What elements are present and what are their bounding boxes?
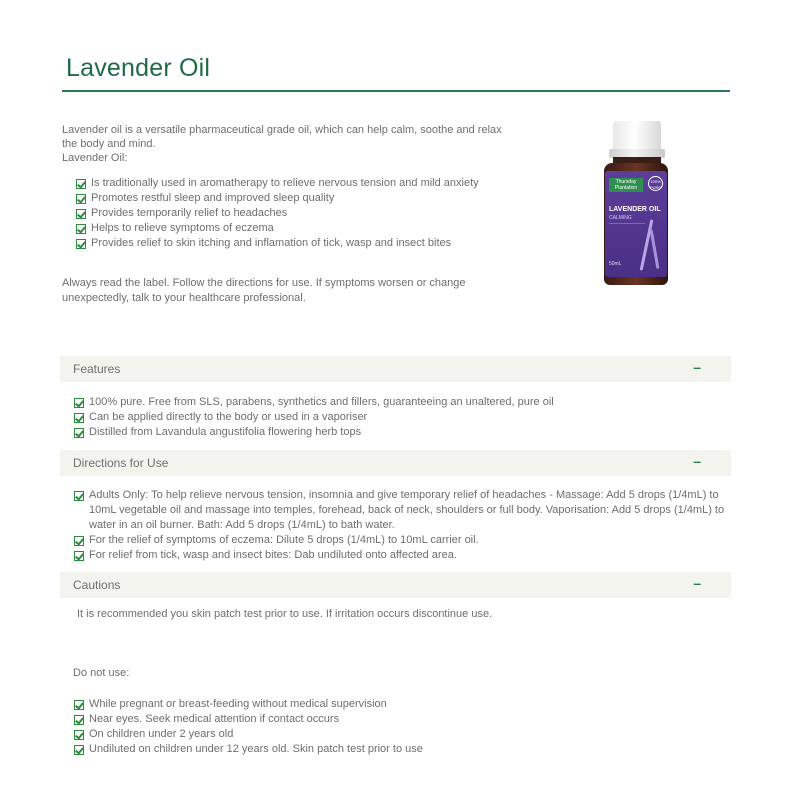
checkbox-checked-icon <box>76 224 86 234</box>
features-header[interactable] <box>60 356 731 382</box>
list-item: For relief from tick, wasp and insect bites: Dab undiluted onto affected area. <box>74 548 729 563</box>
list-item: Near eyes. Seek medical attention if contact occurs <box>74 712 724 727</box>
list-item: Promotes restful sleep and improved sleep quality <box>76 191 516 206</box>
bottle-label <box>605 171 667 277</box>
checkbox-checked-icon <box>74 428 84 438</box>
checkbox-checked-icon <box>74 730 84 740</box>
list-item: Adults Only: To help relieve nervous tension, insomnia and give temporary relief of headaches - Massage: Add 5 drops (1/4mL) to 10mL vegetable oil and massage into temples, forehead, back of neck, shoulders or full body. Vaporisation: Add 5 drops (1/4mL) to water in an oil burner. Bath: Add 5 drops (1/4mL) to bath water. <box>74 488 729 533</box>
bottle-cap <box>613 121 661 151</box>
do-not-use-list <box>74 697 724 757</box>
list-item: Provides temporarily relief to headaches <box>76 206 516 221</box>
collapse-icon[interactable]: – <box>693 359 701 375</box>
features-title: Features <box>73 362 121 376</box>
checkbox-checked-icon <box>76 179 86 189</box>
list-item: Undiluted on children under 12 years old. Skin patch test prior to use <box>74 742 724 757</box>
page-title: Lavender Oil <box>66 54 211 82</box>
list-item: 100% pure. Free from SLS, parabens, synthetics and fillers, guaranteeing an unaltered, pure oil <box>74 395 724 410</box>
checkbox-checked-icon <box>74 413 84 423</box>
product-subtitle: CALMING <box>609 215 632 221</box>
directions-list <box>74 488 729 563</box>
checkbox-checked-icon <box>74 715 84 725</box>
brand-logo: Thursday Plantation <box>609 178 643 192</box>
checkbox-checked-icon <box>74 700 84 710</box>
list-item: Can be applied directly to the body or used in a vaporiser <box>74 410 724 425</box>
product-size: 50mL <box>609 261 622 267</box>
fine-print <box>609 223 645 237</box>
checkbox-checked-icon <box>76 194 86 204</box>
cautions-header[interactable] <box>60 572 731 598</box>
product-image <box>603 121 669 286</box>
checkbox-checked-icon <box>74 551 84 561</box>
list-item: Provides relief to skin itching and inflamation of tick, wasp and insect bites <box>76 236 516 251</box>
label-warning: Always read the label. Follow the directions for use. If symptoms worsen or change unexpectedly, talk to your healthcare professional. <box>62 277 466 304</box>
checkbox-checked-icon <box>74 536 84 546</box>
checkbox-checked-icon <box>74 491 84 501</box>
collapse-icon[interactable]: – <box>693 575 701 591</box>
do-not-use-label: Do not use: <box>73 667 130 679</box>
checkbox-checked-icon <box>74 398 84 408</box>
list-item: While pregnant or breast-feeding without medical supervision <box>74 697 724 712</box>
intro-list-label: Lavender Oil: <box>62 152 128 164</box>
title-divider <box>62 90 730 92</box>
product-name: LAVENDER OIL <box>609 206 661 213</box>
lavender-sprig-icon <box>650 229 660 269</box>
list-item: On children under 2 years old <box>74 727 724 742</box>
caution-text: It is recommended you skin patch test prior to use. If irritation occurs discontinue use. <box>77 608 493 620</box>
checkbox-checked-icon <box>76 239 86 249</box>
checkbox-checked-icon <box>74 745 84 755</box>
benefits-list <box>76 176 516 251</box>
collapse-icon[interactable]: – <box>693 453 701 469</box>
pure-badge: 100% PURE <box>648 176 663 191</box>
list-item: Distilled from Lavandula angustifolia flowering herb tops <box>74 425 724 440</box>
cautions-title: Cautions <box>73 578 121 592</box>
list-item: Helps to relieve symptoms of eczema <box>76 221 516 236</box>
directions-header[interactable] <box>60 450 731 476</box>
intro-text: Lavender oil is a versatile pharmaceutical grade oil, which can help calm, soothe and relax the body and mind. <box>62 124 502 150</box>
features-list <box>74 395 724 440</box>
list-item: Is traditionally used in aromatherapy to relieve nervous tension and mild anxiety <box>76 176 516 191</box>
checkbox-checked-icon <box>76 209 86 219</box>
directions-title: Directions for Use <box>73 456 169 470</box>
intro-description <box>62 123 502 165</box>
list-item: For the relief of symptoms of eczema: Dilute 5 drops (1/4mL) to 10mL carrier oil. <box>74 533 729 548</box>
